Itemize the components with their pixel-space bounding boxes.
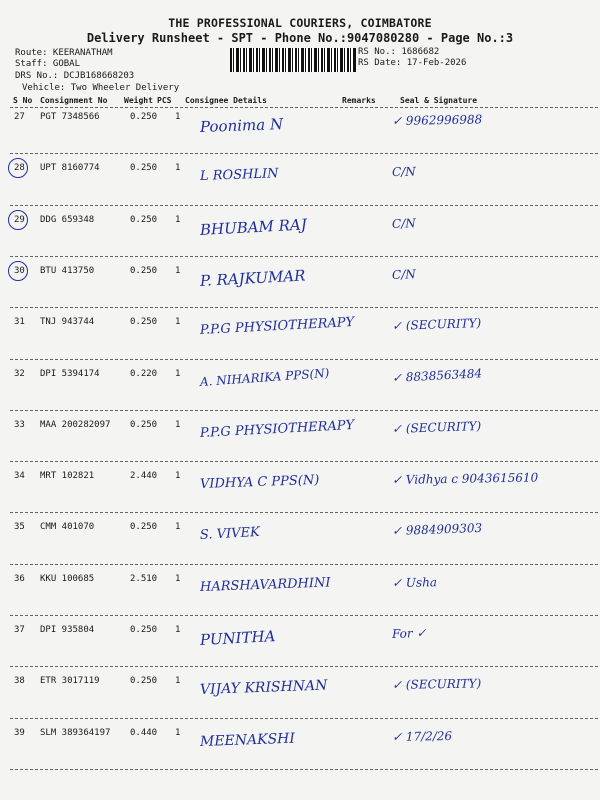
row-weight: 0.250 xyxy=(130,676,158,687)
row-consignee-name: VIDHYA C PPS(N) xyxy=(199,472,320,493)
row-pcs: 1 xyxy=(175,419,181,430)
row-sno: 37 xyxy=(14,625,25,635)
col-remarks: Remarks xyxy=(342,96,376,105)
row-pcs: 1 xyxy=(175,625,181,635)
row-pcs: 1 xyxy=(175,573,181,584)
row-weight: 2.440 xyxy=(130,471,158,482)
col-pcs: PCS xyxy=(157,96,172,105)
row-consignment-no: DPI 5394174 xyxy=(40,368,100,379)
route-label: Route: KEERANATHAM xyxy=(15,48,113,58)
row-consignee-name: P. RAJKUMAR xyxy=(199,266,306,290)
col-consignment: Consignment No xyxy=(40,96,108,105)
row-sno: 36 xyxy=(14,573,25,584)
row-signature: C/N xyxy=(391,267,416,282)
row-divider xyxy=(10,153,598,154)
row-signature: ✓ 9962996988 xyxy=(391,112,483,128)
company-title: THE PROFESSIONAL COURIERS, COIMBATORE xyxy=(168,16,432,30)
row-weight: 0.250 xyxy=(130,265,158,276)
row-consignment-no: BTU 413750 xyxy=(40,265,95,276)
row-signature: C/N xyxy=(391,164,416,180)
row-consignee-name: PUNITHA xyxy=(199,627,276,649)
col-weight: Weight xyxy=(124,96,153,105)
row-consignment-no: ETR 3017119 xyxy=(40,676,100,687)
row-weight: 0.250 xyxy=(130,419,158,430)
row-sno: 39 xyxy=(14,727,25,738)
header-divider xyxy=(10,107,598,108)
row-pcs: 1 xyxy=(175,471,181,482)
row-divider xyxy=(10,461,598,462)
row-sno: 35 xyxy=(14,522,25,533)
sno-circle-mark xyxy=(8,158,28,178)
row-weight: 0.250 xyxy=(130,522,158,533)
row-divider xyxy=(10,410,598,411)
row-consignment-no: DPI 935804 xyxy=(40,625,95,635)
row-sno: 28 xyxy=(14,163,25,174)
row-pcs: 1 xyxy=(175,522,181,533)
staff-label: Staff: GOBAL xyxy=(15,59,81,69)
row-signature: ✓ 9884909303 xyxy=(391,521,483,539)
row-sno: 31 xyxy=(14,317,25,328)
row-sno: 32 xyxy=(14,368,25,379)
row-weight: 2.510 xyxy=(130,573,158,584)
col-consignee: Consignee Details xyxy=(185,96,267,105)
row-signature: ✓ 8838563484 xyxy=(391,365,483,385)
row-pcs: 1 xyxy=(175,727,181,738)
row-divider xyxy=(10,205,598,206)
row-consignee-name: BHUBAM RAJ xyxy=(199,215,308,239)
row-pcs: 1 xyxy=(175,265,181,276)
row-divider xyxy=(10,666,598,667)
col-sno: S No xyxy=(13,96,33,105)
row-consignee-name: P.P.G PHYSIOTHERAPY xyxy=(199,417,355,441)
row-consignment-no: PGT 7348566 xyxy=(40,112,100,122)
rs-number: RS No.: 1686682 xyxy=(358,47,440,57)
row-consignment-no: DDG 659348 xyxy=(40,214,95,225)
vehicle-label: Vehicle: Two Wheeler Delivery xyxy=(22,83,180,93)
row-divider xyxy=(10,769,598,770)
row-consignment-no: KKU 100685 xyxy=(40,573,95,584)
row-weight: 0.250 xyxy=(130,163,158,174)
row-consignee-name: P.P.G PHYSIOTHERAPY xyxy=(199,315,355,339)
rs-date: RS Date: 17-Feb-2026 xyxy=(358,58,467,68)
row-sno: 27 xyxy=(14,112,25,122)
row-consignee-name: MEENAKSHI xyxy=(199,730,296,750)
row-weight: 0.220 xyxy=(130,368,158,379)
row-signature: ✓ Usha xyxy=(391,574,438,590)
row-divider xyxy=(10,564,598,565)
row-weight: 0.250 xyxy=(130,317,158,328)
drs-number: DRS No.: DCJB168668203 xyxy=(15,71,135,81)
row-consignment-no: CMM 401070 xyxy=(40,522,95,533)
row-consignee-name: L ROSHLIN xyxy=(199,166,279,185)
row-signature: For ✓ xyxy=(391,625,427,641)
row-divider xyxy=(10,307,598,308)
sno-circle-mark xyxy=(8,261,28,281)
barcode-icon xyxy=(230,48,356,72)
row-consignment-no: UPT 8160774 xyxy=(40,163,100,174)
row-signature: ✓ (SECURITY) xyxy=(391,676,482,693)
row-sno: 30 xyxy=(14,265,25,276)
row-consignee-name: Poonima N xyxy=(199,115,284,136)
row-consignment-no: MAA 200282097 xyxy=(40,419,111,430)
row-sno: 38 xyxy=(14,676,25,687)
col-seal-signature: Seal & Signature xyxy=(400,96,478,105)
row-signature: ✓ (SECURITY) xyxy=(391,316,482,334)
row-signature: ✓ 17/2/26 xyxy=(391,728,453,744)
row-consignee-name: S. VIVEK xyxy=(199,525,261,544)
row-weight: 0.250 xyxy=(130,214,158,225)
row-divider xyxy=(10,256,598,257)
row-weight: 0.250 xyxy=(130,625,158,635)
runsheet-subtitle: Delivery Runsheet - SPT - Phone No.:9047080280 - Page No.:3 xyxy=(86,31,514,45)
row-pcs: 1 xyxy=(175,368,181,379)
row-consignee-name: A. NIHARIKA PPS(N) xyxy=(199,365,330,389)
row-signature: ✓ Vidhya c 9043615610 xyxy=(391,470,539,488)
row-divider xyxy=(10,718,598,719)
row-consignee-name: VIJAY KRISHNAN xyxy=(199,677,328,699)
row-consignment-no: MRT 102821 xyxy=(40,471,95,482)
row-signature: ✓ (SECURITY) xyxy=(391,418,482,436)
row-consignee-name: HARSHAVARDHINI xyxy=(199,575,331,595)
row-consignment-no: TNJ 943744 xyxy=(40,317,95,328)
row-pcs: 1 xyxy=(175,163,181,174)
sno-circle-mark xyxy=(8,210,28,230)
row-weight: 0.440 xyxy=(130,727,158,738)
row-pcs: 1 xyxy=(175,112,181,122)
row-sno: 34 xyxy=(14,471,25,482)
row-sno: 33 xyxy=(14,419,25,430)
row-divider xyxy=(10,615,598,616)
row-pcs: 1 xyxy=(175,676,181,687)
row-weight: 0.250 xyxy=(130,112,158,122)
row-divider xyxy=(10,512,598,513)
row-signature: C/N xyxy=(391,215,416,231)
row-sno: 29 xyxy=(14,214,25,225)
row-pcs: 1 xyxy=(175,317,181,328)
row-pcs: 1 xyxy=(175,214,181,225)
row-consignment-no: SLM 389364197 xyxy=(40,727,111,738)
row-divider xyxy=(10,359,598,360)
